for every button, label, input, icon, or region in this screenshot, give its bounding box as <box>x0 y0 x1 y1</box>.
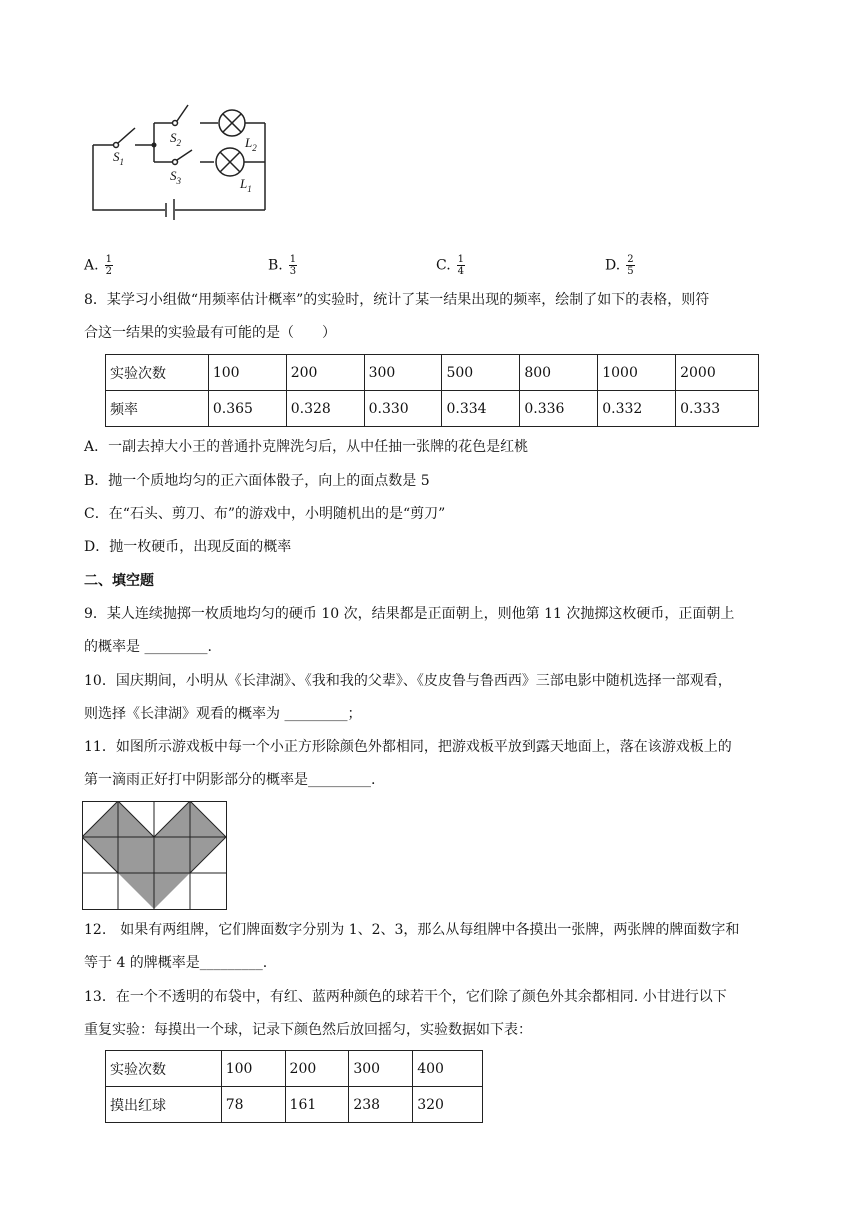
q8-stem-line2: 合这一结果的实验最有可能的是（ ） <box>84 325 336 341</box>
q12-line1: 12. 如果有两组牌，它们牌面数字分别为 1、2、3，那么从每组牌中各摸出一张牌，两张牌的牌面数字和 <box>84 922 740 938</box>
table-cell: 0.333 <box>676 391 759 427</box>
table-cell: 200 <box>285 1051 349 1087</box>
q11-line2: 第一滴雨正好打中阴影部分的概率是_________. <box>84 772 376 788</box>
table-cell: 78 <box>221 1087 285 1123</box>
q13-line1: 13．在一个不透明的布袋中，有红、蓝两种颜色的球若干个，它们除了颜色外其余都相同. 小甘进行以下 <box>84 989 727 1005</box>
table-cell: 238 <box>349 1087 413 1123</box>
q8-option-b: B．抛一个质地均匀的正六面体骰子，向上的面点数是 5 <box>84 473 430 489</box>
table-row <box>106 355 759 391</box>
table-cell: 161 <box>285 1087 349 1123</box>
table-cell: 300 <box>364 355 442 391</box>
q10-line1: 10．国庆期间，小明从《长津湖》、《我和我的父辈》、《皮皮鲁与鲁西西》三部电影中随机选择一部观看， <box>84 673 732 689</box>
heart-game-board <box>82 801 228 911</box>
q9-line2: 的概率是 _________. <box>84 639 212 655</box>
s3-label: $S_3$ <box>170 168 181 186</box>
q8-stem-line1: 8．某学习小组做“用频率估计概率”的实验时，统计了某一结果出现的频率，绘制了如下的表格，则符 <box>84 292 710 308</box>
q9-line1: 9．某人连续抛掷一枚质地均匀的硬币 10 次，结果都是正面朝上，则他第 11 次抛掷这枚硬币，正面朝上 <box>84 606 735 622</box>
q8-option-d: D．抛一枚硬币，出现反面的概率 <box>84 539 292 555</box>
table-cell: 摸出红球 <box>106 1087 222 1123</box>
table-cell: 400 <box>413 1051 483 1087</box>
q13-line2: 重复实验：每摸出一个球，记录下颜色然后放回摇匀，实验数据如下表： <box>84 1022 532 1038</box>
q7-option-d: D. $\frac{2}{5}$ <box>605 254 634 277</box>
q7-option-c: C. $\frac{1}{4}$ <box>436 254 465 277</box>
q12-line2: 等于 4 的牌概率是_________. <box>84 955 268 971</box>
table-cell: 100 <box>221 1051 285 1087</box>
table-cell: 0.334 <box>442 391 520 427</box>
table-cell: 0.330 <box>364 391 442 427</box>
q7-option-a: A. $\frac{1}{2}$ <box>84 254 112 277</box>
s2-label: $S_2$ <box>170 130 181 148</box>
table-row <box>106 391 759 427</box>
s1-label: $S_1$ <box>113 149 124 167</box>
table-cell: 800 <box>520 355 598 391</box>
table-cell: 0.365 <box>208 391 286 427</box>
table-row <box>106 1051 483 1087</box>
table-cell: 实验次数 <box>106 1051 222 1087</box>
table-cell: 实验次数 <box>106 355 209 391</box>
table-cell: 1000 <box>598 355 676 391</box>
table-cell: 2000 <box>676 355 759 391</box>
table-cell: 0.336 <box>520 391 598 427</box>
l1-label: $L_1$ <box>240 176 252 194</box>
q13-experiment-table <box>105 1050 483 1123</box>
table-cell: 0.332 <box>598 391 676 427</box>
section-title: 二、填空题 <box>84 573 154 589</box>
table-cell: 320 <box>413 1087 483 1123</box>
q7-option-b: B. $\frac{1}{3}$ <box>268 254 297 277</box>
table-cell: 500 <box>442 355 520 391</box>
table-row <box>106 1087 483 1123</box>
q8-option-c: C．在“石头、剪刀、布”的游戏中，小明随机出的是“剪刀” <box>84 506 446 522</box>
circuit-diagram <box>80 95 280 220</box>
table-cell: 100 <box>208 355 286 391</box>
q8-frequency-table <box>105 354 759 427</box>
table-cell: 300 <box>349 1051 413 1087</box>
q10-line2: 则选择《长津湖》观看的概率为 _________； <box>84 706 362 722</box>
q11-line1: 11．如图所示游戏板中每一个小正方形除颜色外都相同，把游戏板平放到露天地面上，落在该游戏板上的 <box>84 739 732 755</box>
table-cell: 200 <box>286 355 364 391</box>
table-cell: 0.328 <box>286 391 364 427</box>
l2-label: $L_2$ <box>245 135 257 153</box>
table-cell: 频率 <box>106 391 209 427</box>
q8-option-a: A．一副去掉大小王的普通扑克牌洗匀后，从中任抽一张牌的花色是红桃 <box>84 439 529 455</box>
